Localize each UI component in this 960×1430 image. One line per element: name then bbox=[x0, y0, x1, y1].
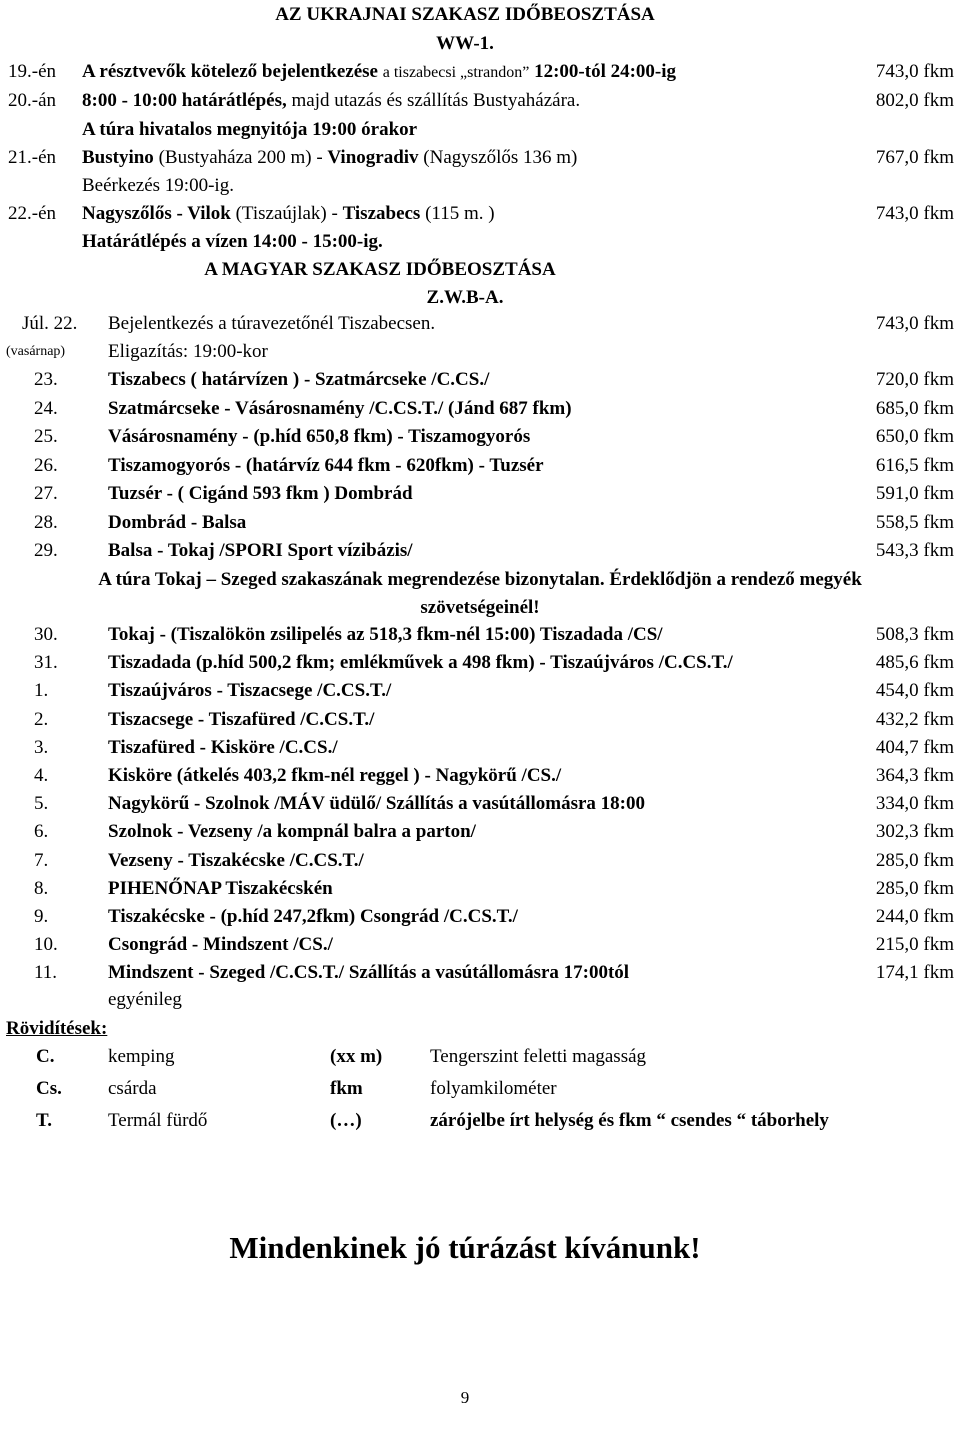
fkm-value: 767,0 fkm bbox=[875, 147, 954, 168]
day-label: 24. bbox=[34, 397, 58, 419]
schedule-text: Tiszaújváros - Tiszacsege /C.CS.T./ bbox=[108, 680, 392, 702]
schedule-text: Bejelentkezés a túravezetőnél Tiszabecsen. bbox=[108, 313, 436, 334]
abbr-code: Cs. bbox=[36, 1078, 62, 1099]
abbr-meaning: folyamkilométer bbox=[430, 1078, 557, 1099]
schedule-text: Tiszadada (p.híd 500,2 fkm; emlékművek a 498 fkm) - Tiszaújváros /C.CS.T./ bbox=[108, 652, 733, 674]
fkm-value: 302,3 fkm bbox=[875, 821, 954, 843]
schedule-text: Mindszent - Szeged /C.CS.T./ Szállítás a vasútállomásra 17:00tól bbox=[108, 962, 630, 984]
fkm-value: 650,0 fkm bbox=[875, 426, 954, 447]
fkm-value: 485,6 fkm bbox=[875, 652, 954, 674]
text-regular: (Nagyszőlős 136 m) bbox=[423, 147, 578, 168]
schedule-continuation: egyénileg bbox=[108, 989, 182, 1011]
hungary-code: Z.W.B-A. bbox=[426, 287, 504, 308]
day-label: 19.-én bbox=[8, 61, 57, 82]
abbr-meaning: Termál fürdő bbox=[108, 1110, 208, 1131]
schedule-text: Tuzsér - ( Cigánd 593 fkm ) Dombrád bbox=[108, 483, 413, 504]
day-label: 9. bbox=[34, 906, 49, 927]
text-regular: a tiszabecsi „strandon” bbox=[382, 64, 530, 81]
text-bold: Nagyszőlős - Vilok bbox=[82, 203, 231, 224]
schedule-continuation: Határátlépés a vízen 14:00 - 15:00-ig. bbox=[82, 231, 383, 252]
day-label: 6. bbox=[34, 821, 49, 843]
fkm-value: 454,0 fkm bbox=[875, 680, 954, 702]
schedule-text: Tiszamogyorós - (határvíz 644 fkm - 620fkm) - Tuzsér bbox=[108, 454, 544, 476]
text-bold: Vinogradiv bbox=[327, 147, 419, 168]
text-bold: 12:00-tól 24:00-ig bbox=[534, 61, 677, 82]
fkm-value: 591,0 fkm bbox=[875, 483, 954, 504]
schedule-text: Balsa - Tokaj /SPORI Sport vízibázis/ bbox=[108, 540, 413, 561]
day-label: 10. bbox=[34, 934, 58, 956]
fkm-value: 802,0 fkm bbox=[875, 90, 954, 111]
fkm-value: 285,0 fkm bbox=[875, 849, 954, 871]
fkm-value: 334,0 fkm bbox=[875, 793, 954, 815]
hungary-title: A MAGYAR SZAKASZ IDŐBEOSZTÁSA bbox=[204, 259, 556, 280]
text-bold: A résztvevők kötelező bejelentkezése bbox=[82, 61, 378, 82]
fkm-value: 404,7 fkm bbox=[875, 736, 954, 758]
fkm-value: 174,1 fkm bbox=[875, 962, 954, 984]
schedule-text: Tiszacsege - Tiszafüred /C.CS.T./ bbox=[108, 708, 375, 730]
text-regular: (115 m. ) bbox=[425, 203, 495, 224]
fkm-value: 685,0 fkm bbox=[875, 397, 954, 419]
day-label: 22.-én bbox=[8, 203, 57, 224]
schedule-text: Dombrád - Balsa bbox=[108, 511, 247, 533]
schedule-text: Tiszabecs ( határvízen ) - Szatmárcseke /C.CS./ bbox=[108, 369, 490, 390]
abbr-meaning: zárójelbe írt helység és fkm “ csendes “ táborhely bbox=[430, 1110, 829, 1131]
day-label: 7. bbox=[34, 849, 49, 871]
schedule-text: Csongrád - Mindszent /CS./ bbox=[108, 934, 333, 956]
text-regular: (Tiszaújlak) - bbox=[235, 203, 338, 224]
fkm-value: 720,0 fkm bbox=[875, 369, 954, 390]
day-label: 3. bbox=[34, 736, 49, 758]
abbr-code: T. bbox=[36, 1110, 53, 1131]
day-label: 23. bbox=[34, 369, 58, 390]
fkm-value: 244,0 fkm bbox=[875, 906, 954, 927]
ukraine-title: AZ UKRAJNAI SZAKASZ IDŐBEOSZTÁSA bbox=[275, 4, 655, 25]
closing-message: Mindenkinek jó túrázást kívánunk! bbox=[229, 1230, 701, 1265]
fkm-value: 285,0 fkm bbox=[875, 877, 954, 899]
schedule-continuation: Beérkezés 19:00-ig. bbox=[82, 175, 234, 196]
page-number: 9 bbox=[460, 1388, 470, 1407]
schedule-text: Tiszafüred - Kisköre /C.CS./ bbox=[108, 736, 338, 758]
ukraine-code: WW-1. bbox=[436, 33, 494, 54]
fkm-value: 543,3 fkm bbox=[875, 540, 954, 561]
day-label: 8. bbox=[34, 877, 49, 899]
abbr-code: fkm bbox=[330, 1078, 363, 1099]
fkm-value: 364,3 fkm bbox=[875, 765, 954, 786]
schedule-text bbox=[82, 61, 676, 84]
schedule-text: Szolnok - Vezseny /a kompnál balra a parton/ bbox=[108, 821, 476, 843]
day-label: 1. bbox=[34, 680, 49, 702]
fkm-value: 508,3 fkm bbox=[875, 624, 954, 645]
fkm-value: 558,5 fkm bbox=[875, 511, 954, 533]
text-bold: Bustyino bbox=[82, 147, 154, 168]
abbr-code: (…) bbox=[330, 1110, 362, 1131]
schedule-text bbox=[82, 147, 577, 169]
day-label: 28. bbox=[34, 511, 58, 533]
day-label: 21.-én bbox=[8, 147, 57, 168]
fkm-value: 743,0 fkm bbox=[875, 61, 954, 82]
day-label: 2. bbox=[34, 708, 49, 730]
schedule-text: Tiszakécske - (p.híd 247,2fkm) Csongrád /C.CS.T./ bbox=[108, 906, 518, 927]
fkm-value: 616,5 fkm bbox=[875, 454, 954, 476]
fkm-value: 743,0 fkm bbox=[875, 203, 954, 224]
schedule-text: Kisköre (átkelés 403,2 fkm-nél reggel ) - Nagykörű /CS./ bbox=[108, 765, 562, 786]
schedule-text bbox=[82, 203, 495, 225]
day-label: 26. bbox=[34, 454, 58, 476]
schedule-text: Nagykörű - Szolnok /MÁV üdülő/ Szállítás a vasútállomásra 18:00 bbox=[108, 793, 645, 815]
day-label: 20.-án bbox=[8, 90, 57, 111]
schedule-text: Szatmárcseke - Vásárosnamény /C.CS.T./ (Jánd 687 fkm) bbox=[108, 397, 572, 419]
day-label: 30. bbox=[34, 624, 58, 645]
text-regular: (Bustyaháza 200 m) - bbox=[158, 147, 323, 168]
day-label: 11. bbox=[34, 962, 58, 984]
schedule-text: Tokaj - (Tiszalökön zsilipelés az 518,3 fkm-nél 15:00) Tiszadada /CS/ bbox=[108, 624, 663, 645]
fkm-value: 743,0 fkm bbox=[875, 313, 954, 334]
text-bold: Tiszabecs bbox=[342, 203, 421, 224]
schedule-continuation: Eligazítás: 19:00-kor bbox=[108, 341, 268, 362]
day-label: Júl. 22. bbox=[22, 313, 78, 334]
day-label: 5. bbox=[34, 793, 49, 815]
abbr-meaning: kemping bbox=[108, 1046, 175, 1067]
abbr-code: C. bbox=[36, 1046, 55, 1067]
text-regular: majd utazás és szállítás Bustyaházára. bbox=[291, 90, 581, 111]
abbr-code: (xx m) bbox=[330, 1046, 383, 1067]
notice-line: A túra Tokaj – Szeged szakaszának megrendezése bizonytalan. Érdeklődjön a rendező megyék bbox=[98, 569, 862, 590]
day-label: 31. bbox=[34, 652, 58, 674]
day-label: 4. bbox=[34, 765, 49, 786]
abbr-meaning: csárda bbox=[108, 1078, 157, 1099]
abbreviations-title: Rövidítések: bbox=[6, 1018, 108, 1039]
notice-line: szövetségeinél! bbox=[420, 597, 540, 618]
schedule-continuation: A túra hivatalos megnyitója 19:00 órakor bbox=[82, 119, 418, 140]
schedule-text: Vásárosnamény - (p.híd 650,8 fkm) - Tiszamogyorós bbox=[108, 426, 531, 447]
day-label: 27. bbox=[34, 483, 58, 504]
schedule-text: PIHENŐNAP Tiszakécskén bbox=[108, 877, 333, 899]
schedule-text bbox=[82, 90, 580, 112]
text-bold: 8:00 - 10:00 határátlépés, bbox=[82, 90, 287, 111]
fkm-value: 432,2 fkm bbox=[875, 708, 954, 730]
day-sub-label: (vasárnap) bbox=[6, 344, 66, 359]
day-label: 25. bbox=[34, 426, 58, 447]
day-label: 29. bbox=[34, 540, 58, 561]
schedule-text: Vezseny - Tiszakécske /C.CS.T./ bbox=[108, 849, 364, 871]
fkm-value: 215,0 fkm bbox=[875, 934, 954, 956]
abbr-meaning: Tengerszint feletti magasság bbox=[430, 1046, 647, 1067]
